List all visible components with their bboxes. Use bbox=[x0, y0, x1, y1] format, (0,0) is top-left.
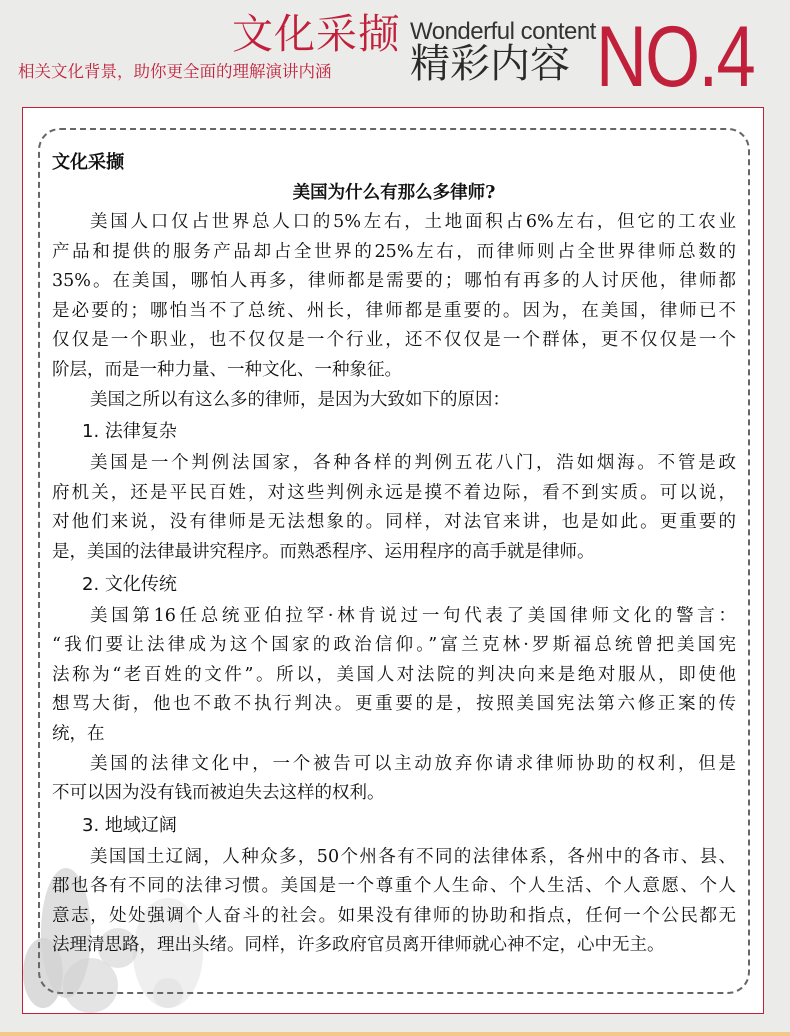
text-line: 是必要的；哪怕当不了总统、州长，律师都是重要的。因为，在美国，律师已不 bbox=[52, 300, 736, 321]
text-line: 郡也各有不同的法律习惯。美国是一个尊重个人生命、个人生活、个人意愿、个人 bbox=[52, 876, 736, 897]
text-line: “我们要让法律成为这个国家的政治信仰。”富兰克林·罗斯福总统曾把美国宪 bbox=[52, 635, 736, 656]
article-title: 美国为什么有那么多律师? bbox=[292, 183, 496, 203]
text-line: 不可以因为没有钱而被迫失去这样的权利。 bbox=[52, 783, 385, 804]
text-line: 35%。在美国，哪怕人再多，律师都是需要的；哪怕有再多的人讨厌他，律师都 bbox=[52, 271, 736, 292]
lead-line: 美国之所以有这么多的律师，是因为大致如下的原因： bbox=[90, 389, 510, 410]
bottom-strip bbox=[0, 1032, 790, 1036]
text-line: 美国人口仅占世界总人口的5%左右，土地面积占6%左右，但它的工农业 bbox=[90, 212, 736, 232]
header-title: 文化采撷 bbox=[232, 10, 400, 58]
text-line: 府机关，还是平民百姓，对这些判例永远是摸不着边际，看不到实质。可以说， bbox=[52, 482, 736, 503]
text-line: 产品和提供的服务产品却占全世界的25%左右，而律师则占全世界律师总数的 bbox=[52, 241, 736, 262]
text-line: 想骂大街，他也不敢不执行判决。更重要的是，按照美国宪法第六修正案的传 bbox=[52, 694, 736, 715]
text-line: 仅仅是一个职业，也不仅仅是一个行业，还不仅仅是一个群体，更不仅仅是一个 bbox=[52, 330, 736, 351]
section-heading: 2. 文化传统 bbox=[82, 573, 177, 595]
text-line: 美国的法律文化中，一个被告可以主动放弃你请求律师协助的权利，但是 bbox=[90, 753, 736, 774]
header-featured: 精彩内容 bbox=[410, 41, 570, 87]
text-line: 统，在 bbox=[52, 723, 105, 744]
section-heading: 3. 地域辽阔 bbox=[82, 814, 177, 836]
text-line: 美国第16任总统亚伯拉罕·林肯说过一句代表了美国律师文化的警言： bbox=[90, 605, 736, 626]
text-line: 美国国土辽阔，人种众多，50个州各有不同的法律体系，各州中的各市、县、 bbox=[90, 846, 736, 867]
article bbox=[52, 148, 736, 961]
text-line: 是，美国的法律最讲究程序。而熟悉程序、运用程序的高手就是律师。 bbox=[52, 541, 595, 562]
text-line: 阶层，而是一种力量、一种文化、一种象征。 bbox=[52, 359, 402, 380]
section-heading: 1. 法律复杂 bbox=[82, 421, 177, 443]
text-line: 意志，处处强调个人奋斗的社会。如果没有律师的协助和指点，任何一个公民都无 bbox=[52, 905, 736, 926]
header-english: Wonderful content bbox=[410, 18, 596, 45]
text-line: 对他们来说，没有律师是无法想象的。同样，对法官来讲，也是如此。更重要的 bbox=[52, 512, 736, 533]
text-line: 法理清思路，理出头绪。同样，许多政府官员离开律师就心神不定，心中无主。 bbox=[52, 935, 665, 956]
box-label: 文化采撷 bbox=[52, 152, 124, 173]
header-subtitle: 相关文化背景，助你更全面的理解演讲内涵 bbox=[18, 62, 332, 81]
text-line: 美国是一个判例法国家，各种各样的判例五花八门，浩如烟海。不管是政 bbox=[90, 453, 736, 474]
header-number: NO.4 bbox=[596, 9, 755, 105]
text-line: 法称为“老百姓的文件”。所以，美国人对法院的判决向来是绝对服从，即使他 bbox=[52, 664, 736, 685]
